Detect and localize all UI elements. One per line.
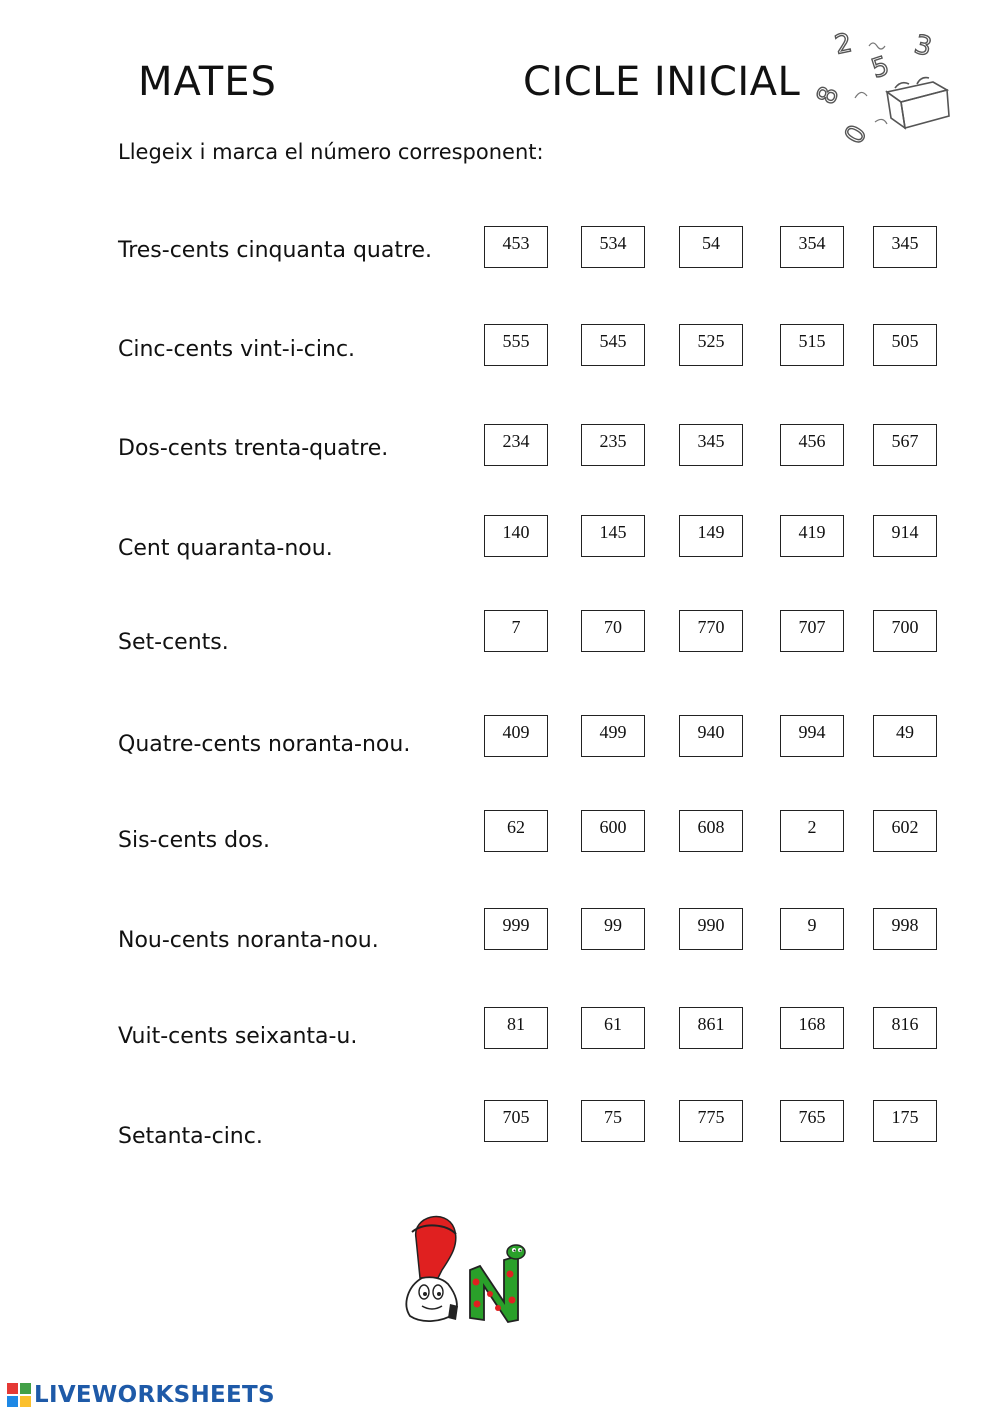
answer-option-box[interactable]: 168: [780, 1007, 844, 1049]
answer-option-box[interactable]: 914: [873, 515, 937, 557]
answer-option-box[interactable]: 453: [484, 226, 548, 268]
row-label: Tres-cents cinquanta quatre.: [118, 238, 433, 263]
row-label: Setanta-cinc.: [118, 1124, 263, 1149]
answer-option-box[interactable]: 567: [873, 424, 937, 466]
answer-option-box[interactable]: 525: [679, 324, 743, 366]
liveworksheets-logo: [6, 1380, 275, 1410]
brand-name: LIVEWORKSHEETS: [34, 1382, 275, 1408]
answer-option-box[interactable]: 994: [780, 715, 844, 757]
numbers-box-icon: [811, 26, 955, 156]
answer-option-box[interactable]: 555: [484, 324, 548, 366]
answer-option-box[interactable]: 75: [581, 1100, 645, 1142]
answer-option-box[interactable]: 765: [780, 1100, 844, 1142]
answer-option-box[interactable]: 998: [873, 908, 937, 950]
answer-option-box[interactable]: 999: [484, 908, 548, 950]
answer-option-box[interactable]: 175: [873, 1100, 937, 1142]
answer-option-box[interactable]: 770: [679, 610, 743, 652]
answer-option-box[interactable]: 62: [484, 810, 548, 852]
answer-option-box[interactable]: 705: [484, 1100, 548, 1142]
row-label: Dos-cents trenta-quatre.: [118, 436, 389, 461]
instructions-text: Llegeix i marca el número corresponent:: [118, 140, 544, 164]
page-title-level: CICLE INICIAL: [523, 59, 801, 105]
answer-option-box[interactable]: 990: [679, 908, 743, 950]
answer-option-box[interactable]: 816: [873, 1007, 937, 1049]
number-art-digit: 5: [867, 51, 893, 85]
answer-option-box[interactable]: 70: [581, 610, 645, 652]
row-label: Cent quaranta-nou.: [118, 536, 333, 561]
answer-option-box[interactable]: 54: [679, 226, 743, 268]
answer-option-box[interactable]: 419: [780, 515, 844, 557]
answer-option-box[interactable]: 81: [484, 1007, 548, 1049]
answer-option-box[interactable]: 140: [484, 515, 548, 557]
answer-option-box[interactable]: 9: [780, 908, 844, 950]
row-label: Cinc-cents vint-i-cinc.: [118, 337, 356, 362]
number-art-digit: 8: [811, 82, 846, 109]
answer-option-box[interactable]: 775: [679, 1100, 743, 1142]
answer-option-box[interactable]: 345: [679, 424, 743, 466]
liveworksheets-logo-mark: [6, 1382, 32, 1408]
row-label: Nou-cents noranta-nou.: [118, 928, 379, 953]
answer-option-box[interactable]: 234: [484, 424, 548, 466]
answer-option-box[interactable]: 99: [581, 908, 645, 950]
answer-option-box[interactable]: 608: [679, 810, 743, 852]
row-label: Quatre-cents noranta-nou.: [118, 732, 411, 757]
row-label: Set-cents.: [118, 630, 229, 655]
number-art-digit: 2: [832, 28, 855, 61]
row-label: Vuit-cents seixanta-u.: [118, 1024, 358, 1049]
answer-option-box[interactable]: 600: [581, 810, 645, 852]
answer-option-box[interactable]: 505: [873, 324, 937, 366]
answer-option-box[interactable]: 345: [873, 226, 937, 268]
answer-option-box[interactable]: 149: [679, 515, 743, 557]
answer-option-box[interactable]: 7: [484, 610, 548, 652]
answer-option-box[interactable]: 545: [581, 324, 645, 366]
page-title-subject: MATES: [138, 59, 277, 105]
answer-option-box[interactable]: 940: [679, 715, 743, 757]
row-label: Sis-cents dos.: [118, 828, 271, 853]
answer-option-box[interactable]: 861: [679, 1007, 743, 1049]
answer-option-box[interactable]: 602: [873, 810, 937, 852]
answer-option-box[interactable]: 456: [780, 424, 844, 466]
number-art-digit: 0: [839, 120, 874, 150]
answer-option-box[interactable]: 61: [581, 1007, 645, 1049]
answer-option-box[interactable]: 354: [780, 226, 844, 268]
answer-option-box[interactable]: 145: [581, 515, 645, 557]
answer-option-box[interactable]: 235: [581, 424, 645, 466]
answer-option-box[interactable]: 2: [780, 810, 844, 852]
answer-option-box[interactable]: 409: [484, 715, 548, 757]
answer-option-box[interactable]: 700: [873, 610, 937, 652]
answer-option-box[interactable]: 534: [581, 226, 645, 268]
answer-option-box[interactable]: 499: [581, 715, 645, 757]
answer-option-box[interactable]: 49: [873, 715, 937, 757]
answer-option-box[interactable]: 515: [780, 324, 844, 366]
number-art-digit: 3: [911, 29, 935, 63]
2n-mascot-icon: [398, 1208, 533, 1328]
answer-option-box[interactable]: 707: [780, 610, 844, 652]
